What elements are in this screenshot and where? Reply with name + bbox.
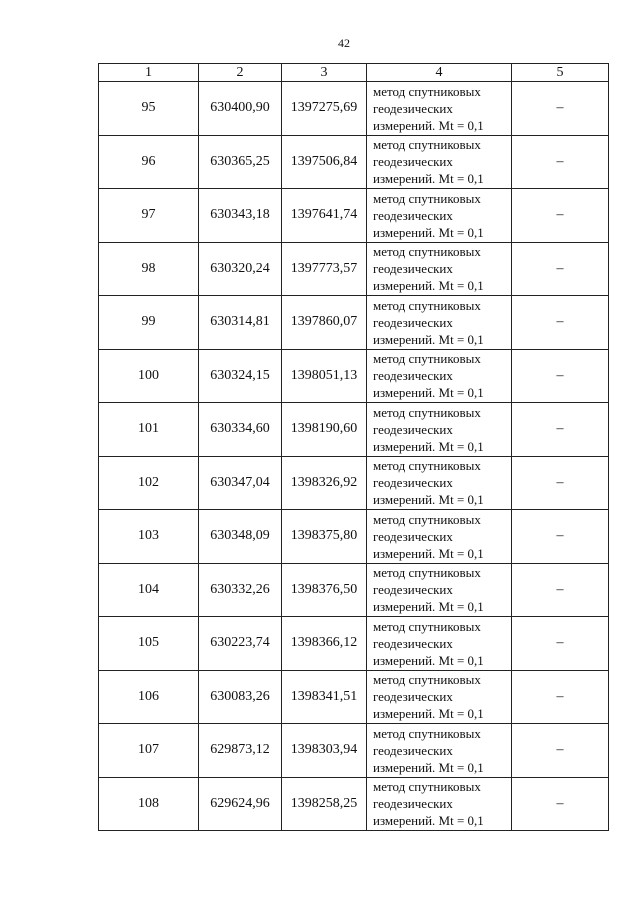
x-coordinate-cell: 630320,24	[199, 242, 282, 296]
point-number-cell: 105	[99, 617, 199, 671]
method-line: геодезических	[373, 582, 453, 598]
method-line: измерений. Mt = 0,1	[373, 438, 484, 454]
method-line: измерений. Mt = 0,1	[373, 331, 484, 347]
method-line: геодезических	[373, 368, 453, 384]
x-coordinate-cell: 630365,25	[199, 135, 282, 189]
note-cell: –	[512, 296, 609, 350]
column-header-1: 1	[99, 64, 199, 82]
x-coordinate-cell: 630334,60	[199, 403, 282, 457]
table-row	[99, 617, 609, 671]
note-cell: –	[512, 670, 609, 724]
method-cell	[367, 777, 512, 831]
method-cell	[367, 403, 512, 457]
note-cell: –	[512, 724, 609, 778]
point-number-cell: 103	[99, 510, 199, 564]
method-line: геодезических	[373, 100, 453, 116]
table-header-row	[99, 64, 609, 82]
x-coordinate-cell: 629624,96	[199, 777, 282, 831]
method-line: измерений. Mt = 0,1	[373, 385, 484, 401]
table-row	[99, 670, 609, 724]
x-coordinate-cell: 630400,90	[199, 82, 282, 136]
method-line: метод спутниковых	[373, 297, 481, 313]
method-line: метод спутниковых	[373, 244, 481, 260]
method-line: метод спутниковых	[373, 190, 481, 206]
x-coordinate-cell: 630348,09	[199, 510, 282, 564]
table-row	[99, 135, 609, 189]
table-row	[99, 349, 609, 403]
method-line: измерений. Mt = 0,1	[373, 813, 484, 829]
column-header-5: 5	[512, 64, 609, 82]
method-line: измерений. Mt = 0,1	[373, 171, 484, 187]
method-line: метод спутниковых	[373, 404, 481, 420]
method-line: геодезических	[373, 207, 453, 223]
method-cell	[367, 724, 512, 778]
note-cell: –	[512, 777, 609, 831]
note-cell: –	[512, 456, 609, 510]
method-cell	[367, 510, 512, 564]
page-number: 42	[338, 36, 350, 50]
table-row	[99, 296, 609, 350]
method-line: геодезических	[373, 689, 453, 705]
table-row	[99, 777, 609, 831]
coordinates-table	[98, 63, 609, 831]
table-row	[99, 403, 609, 457]
method-line: измерений. Mt = 0,1	[373, 599, 484, 615]
x-coordinate-cell: 630347,04	[199, 456, 282, 510]
y-coordinate-cell: 1397641,74	[282, 189, 367, 243]
y-coordinate-cell: 1398375,80	[282, 510, 367, 564]
x-coordinate-cell: 630223,74	[199, 617, 282, 671]
y-coordinate-cell: 1398258,25	[282, 777, 367, 831]
method-line: измерений. Mt = 0,1	[373, 278, 484, 294]
method-cell	[367, 617, 512, 671]
method-cell	[367, 189, 512, 243]
x-coordinate-cell: 630343,18	[199, 189, 282, 243]
point-number-cell: 107	[99, 724, 199, 778]
method-cell	[367, 135, 512, 189]
method-line: метод спутниковых	[373, 351, 481, 367]
y-coordinate-cell: 1398190,60	[282, 403, 367, 457]
x-coordinate-cell: 630314,81	[199, 296, 282, 350]
method-line: геодезических	[373, 796, 453, 812]
point-number-cell: 108	[99, 777, 199, 831]
method-line: геодезических	[373, 528, 453, 544]
note-cell: –	[512, 510, 609, 564]
table-row	[99, 189, 609, 243]
note-cell: –	[512, 189, 609, 243]
method-cell	[367, 563, 512, 617]
note-cell: –	[512, 403, 609, 457]
method-line: измерений. Mt = 0,1	[373, 706, 484, 722]
point-number-cell: 98	[99, 242, 199, 296]
table-row	[99, 563, 609, 617]
y-coordinate-cell: 1397506,84	[282, 135, 367, 189]
method-line: геодезических	[373, 154, 453, 170]
point-number-cell: 102	[99, 456, 199, 510]
table-row	[99, 456, 609, 510]
method-line: геодезических	[373, 475, 453, 491]
method-line: измерений. Mt = 0,1	[373, 652, 484, 668]
note-cell: –	[512, 242, 609, 296]
y-coordinate-cell: 1398051,13	[282, 349, 367, 403]
y-coordinate-cell: 1398366,12	[282, 617, 367, 671]
method-line: измерений. Mt = 0,1	[373, 545, 484, 561]
note-cell: –	[512, 349, 609, 403]
x-coordinate-cell: 630083,26	[199, 670, 282, 724]
x-coordinate-cell: 629873,12	[199, 724, 282, 778]
method-line: геодезических	[373, 261, 453, 277]
method-line: метод спутниковых	[373, 779, 481, 795]
method-cell	[367, 349, 512, 403]
point-number-cell: 100	[99, 349, 199, 403]
method-line: измерений. Mt = 0,1	[373, 117, 484, 133]
y-coordinate-cell: 1398326,92	[282, 456, 367, 510]
method-cell	[367, 82, 512, 136]
x-coordinate-cell: 630332,26	[199, 563, 282, 617]
table-row	[99, 724, 609, 778]
method-line: метод спутниковых	[373, 618, 481, 634]
method-line: метод спутниковых	[373, 511, 481, 527]
method-line: метод спутниковых	[373, 83, 481, 99]
point-number-cell: 97	[99, 189, 199, 243]
y-coordinate-cell: 1397860,07	[282, 296, 367, 350]
table-row	[99, 510, 609, 564]
y-coordinate-cell: 1398303,94	[282, 724, 367, 778]
y-coordinate-cell: 1397773,57	[282, 242, 367, 296]
column-header-4: 4	[367, 64, 512, 82]
method-line: метод спутниковых	[373, 458, 481, 474]
method-cell	[367, 456, 512, 510]
method-line: метод спутниковых	[373, 725, 481, 741]
point-number-cell: 95	[99, 82, 199, 136]
note-cell: –	[512, 617, 609, 671]
method-line: метод спутниковых	[373, 672, 481, 688]
table-row	[99, 82, 609, 136]
column-header-3: 3	[282, 64, 367, 82]
point-number-cell: 99	[99, 296, 199, 350]
method-line: геодезических	[373, 421, 453, 437]
table-body	[99, 82, 609, 831]
method-line: метод спутниковых	[373, 565, 481, 581]
method-line: геодезических	[373, 742, 453, 758]
method-cell	[367, 296, 512, 350]
x-coordinate-cell: 630324,15	[199, 349, 282, 403]
point-number-cell: 96	[99, 135, 199, 189]
method-cell	[367, 242, 512, 296]
point-number-cell: 101	[99, 403, 199, 457]
y-coordinate-cell: 1398376,50	[282, 563, 367, 617]
y-coordinate-cell: 1398341,51	[282, 670, 367, 724]
method-line: метод спутниковых	[373, 137, 481, 153]
method-line: измерений. Mt = 0,1	[373, 492, 484, 508]
y-coordinate-cell: 1397275,69	[282, 82, 367, 136]
method-line: геодезических	[373, 314, 453, 330]
note-cell: –	[512, 563, 609, 617]
note-cell: –	[512, 82, 609, 136]
point-number-cell: 104	[99, 563, 199, 617]
method-line: измерений. Mt = 0,1	[373, 224, 484, 240]
point-number-cell: 106	[99, 670, 199, 724]
table-row	[99, 242, 609, 296]
note-cell: –	[512, 135, 609, 189]
method-cell	[367, 670, 512, 724]
column-header-2: 2	[199, 64, 282, 82]
method-line: геодезических	[373, 635, 453, 651]
method-line: измерений. Mt = 0,1	[373, 759, 484, 775]
